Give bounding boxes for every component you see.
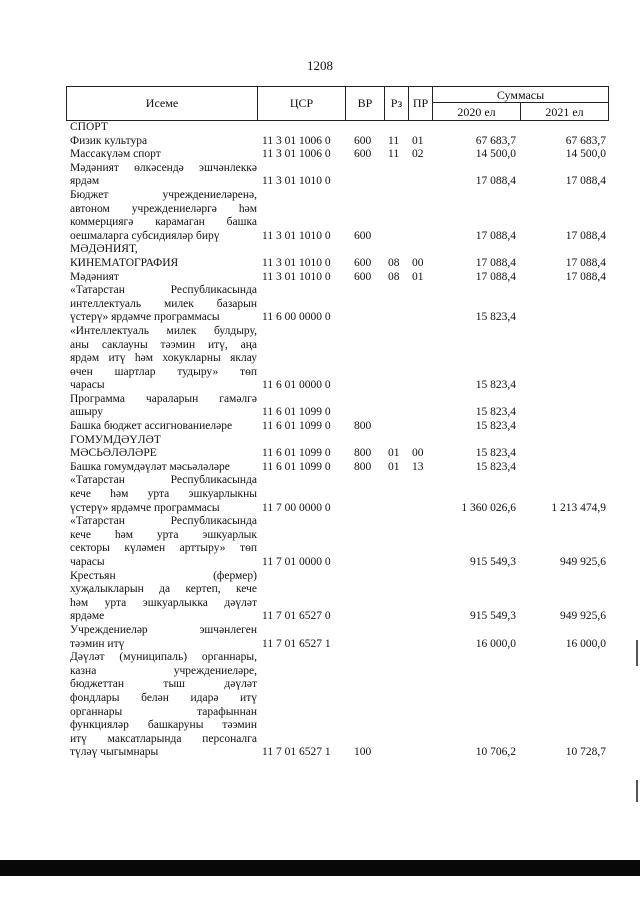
row-name-line: МӘДӘНИЯТ, (70, 243, 138, 256)
row-name-line: «Интеллектуаль милек булдыру, (70, 324, 257, 337)
row-name (66, 243, 257, 270)
row-value-2020: 67 683,7 (475, 134, 516, 147)
row-csr: 11 3 01 1010 0 (262, 256, 331, 269)
row-name-line: чарасы (70, 379, 105, 392)
scan-edge-mark (636, 780, 638, 802)
row-value-2020: 15 823,4 (475, 420, 516, 433)
row-value-2020: 15 823,4 (475, 379, 516, 392)
row-csr: 11 6 01 1099 0 (262, 420, 331, 433)
table-row (66, 651, 612, 760)
row-rz: 08 (388, 270, 400, 283)
row-rz: 01 (388, 460, 400, 473)
table-row (66, 271, 612, 285)
row-name (66, 148, 257, 162)
row-value-2020: 14 500,0 (475, 148, 516, 161)
row-vr: 600 (354, 256, 372, 269)
row-value-2021: 17 088,4 (565, 256, 606, 269)
row-name-line: Бюджет учреждениеләренә, (70, 188, 257, 201)
row-name-line: МӘСЬӘЛӘЛӘРЕ (70, 447, 157, 460)
row-value-2020: 17 088,4 (475, 229, 516, 242)
row-name-line: кече һәм урта эшкуарлык (70, 528, 257, 541)
row-name-line: ярдәме (70, 610, 105, 623)
row-name-line: үстерү» ярдәмче программасы (70, 311, 220, 324)
table-row (66, 148, 612, 162)
row-value-2020: 15 823,4 (475, 311, 516, 324)
row-name (66, 271, 257, 285)
row-value-2021: 67 683,7 (565, 134, 606, 147)
row-name-line: «Татарстан Республикасында (70, 515, 257, 528)
scan-border (0, 860, 640, 876)
table-row (66, 393, 612, 420)
scan-edge-mark (636, 640, 638, 666)
row-csr: 11 7 01 6527 1 (262, 637, 331, 650)
table-row (66, 515, 612, 569)
row-name-line: Башка бюджет ассигнованиеләре (70, 420, 233, 433)
header-vr: ВР (357, 96, 373, 110)
row-name-line: Башка гомумдәүләт мәсьәләләре (70, 460, 230, 473)
table-row (66, 624, 612, 651)
row-csr: 11 7 00 0000 0 (262, 501, 331, 514)
row-name-line: ГОМУМДӘҮЛӘТ (70, 433, 161, 446)
row-name-line: кече һәм урта эшкуарлыкны (70, 488, 257, 501)
row-name-line: СПОРТ (70, 121, 108, 133)
row-csr: 11 7 01 6527 0 (262, 610, 331, 623)
row-name-line: ярдәм итү һәм хокукларны яклау (70, 352, 257, 365)
table-row (66, 461, 612, 475)
row-name-line: Мәдәният өлкәсендә эшчәнлеккә (70, 161, 257, 174)
header-name-cell (67, 87, 258, 120)
row-name-line: тәэмин итү (70, 637, 125, 650)
row-name-line: Массакүләм спорт (70, 148, 161, 161)
row-name-line: «Татарстан Республикасында (70, 474, 257, 487)
row-value-2020: 15 823,4 (475, 406, 516, 419)
row-name (66, 393, 257, 420)
row-pr: 01 (412, 134, 424, 147)
row-name-line: КИНЕМАТОГРАФИЯ (70, 256, 179, 269)
row-value-2020: 10 706,2 (475, 746, 516, 759)
header-vr-cell (346, 87, 385, 120)
row-csr: 11 7 01 0000 0 (262, 556, 331, 568)
row-name-line: бюджеттан тыш дәүләт (70, 678, 257, 691)
row-value-2020: 1 360 026,6 (461, 501, 516, 514)
row-name-line: «Татарстан Республикасында (70, 284, 257, 297)
row-value-2020: 915 549,3 (470, 610, 516, 623)
row-value-2021: 949 925,6 (560, 610, 606, 623)
row-value-2020: 17 088,4 (475, 270, 516, 283)
row-value-2021: 17 088,4 (565, 175, 606, 188)
row-name (66, 570, 257, 624)
table-row (66, 474, 612, 515)
row-rz: 08 (388, 256, 400, 269)
table-header (66, 86, 609, 121)
table-row (66, 434, 612, 461)
row-value-2020: 15 823,4 (475, 447, 516, 460)
row-csr: 11 7 01 6527 1 (262, 746, 331, 759)
header-year2-cell (521, 103, 609, 120)
row-name-line: Физик культура (70, 134, 148, 147)
row-vr: 600 (354, 229, 372, 242)
row-name (66, 474, 257, 515)
row-vr: 800 (354, 460, 372, 473)
row-name-line: секторы күләмен арттыру» төп (70, 542, 257, 555)
row-name-line: итү максатларында персоналга (70, 732, 257, 745)
header-sums: Суммасы (496, 88, 545, 102)
page-number: 1208 (307, 58, 333, 73)
row-csr: 11 6 01 1099 0 (262, 447, 331, 460)
row-name-line: Крестьян (фермер) (70, 569, 257, 582)
row-name-line: автоном учреждениеләргә һәм (70, 202, 257, 215)
table-row (66, 420, 612, 434)
row-name-line: Мәдәният (70, 270, 119, 283)
row-name-line: өчен шартлар тудыру» төп (70, 365, 257, 378)
row-name-line: Учреждениеләр эшчәнлеген (70, 623, 257, 636)
row-name (66, 515, 257, 569)
row-value-2020: 915 549,3 (470, 556, 516, 568)
row-value-2020: 16 000,0 (475, 637, 516, 650)
header-sums-cell (433, 87, 609, 103)
row-vr: 600 (354, 148, 372, 161)
row-name-line: һәм урта эшкуарлыкка дәүләт (70, 596, 257, 609)
row-value-2021: 17 088,4 (565, 270, 606, 283)
row-value-2020: 15 823,4 (475, 460, 516, 473)
row-name-line: хуҗалыкларын да кертеп, кече (70, 583, 257, 596)
row-value-2021: 10 728,7 (565, 746, 606, 759)
row-name (66, 420, 257, 434)
header-pr-cell (409, 87, 433, 120)
header-csr-cell (258, 87, 346, 120)
row-name-line: коммерциягә карамаган башка (70, 216, 257, 229)
row-name-line: интеллектуаль милек базарын (70, 297, 257, 310)
header-year1: 2020 ел (457, 105, 496, 119)
row-vr: 800 (354, 420, 372, 433)
row-name-line: органнары тарафыннан (70, 705, 257, 718)
row-pr: 01 (412, 270, 424, 283)
row-name-line: оешмаларга субсидияләр бирү (70, 229, 220, 242)
row-name-line: аны саклауны тәэмин итү, аңа (70, 338, 257, 351)
row-name (66, 325, 257, 393)
table-body (66, 121, 612, 760)
header-name: Исеме (145, 96, 179, 110)
row-name (66, 189, 257, 243)
row-csr: 11 6 00 0000 0 (262, 311, 331, 324)
row-pr: 02 (412, 148, 424, 161)
row-name (66, 121, 257, 135)
table-row (66, 243, 612, 270)
header-rz-cell (385, 87, 409, 120)
row-vr: 100 (354, 746, 372, 759)
row-name-line: казна учреждениеләре, (70, 664, 257, 677)
row-name (66, 651, 257, 760)
table-row (66, 325, 612, 393)
row-name-line: ярдәм (70, 175, 100, 188)
row-vr: 600 (354, 270, 372, 283)
row-rz: 11 (388, 134, 400, 147)
row-csr: 11 3 01 1010 0 (262, 270, 331, 283)
row-value-2021: 16 000,0 (565, 637, 606, 650)
row-name-line: фондлары белән идарә итү (70, 691, 257, 704)
row-csr: 11 3 01 1006 0 (262, 148, 331, 161)
row-rz: 01 (388, 447, 400, 460)
row-csr: 11 3 01 1006 0 (262, 134, 331, 147)
row-name-line: чарасы (70, 556, 105, 568)
row-csr: 11 6 01 1099 0 (262, 460, 331, 473)
row-name (66, 162, 257, 189)
row-name-line: ашыру (70, 406, 104, 419)
row-value-2020: 17 088,4 (475, 175, 516, 188)
row-value-2020: 17 088,4 (475, 256, 516, 269)
row-name (66, 434, 257, 461)
row-name-line: үстерү» ярдәмче программасы (70, 501, 220, 514)
header-year1-cell (433, 103, 521, 120)
table-row (66, 135, 612, 149)
header-rz: Рз (390, 96, 403, 110)
row-pr: 13 (412, 460, 424, 473)
row-name (66, 461, 257, 475)
row-vr: 800 (354, 447, 372, 460)
row-value-2021: 17 088,4 (565, 229, 606, 242)
row-name (66, 284, 257, 325)
header-year2: 2021 ел (545, 105, 584, 119)
row-csr: 11 6 01 1099 0 (262, 406, 331, 419)
table-row (66, 189, 612, 243)
row-vr: 600 (354, 134, 372, 147)
row-pr: 00 (412, 256, 424, 269)
table-row (66, 121, 612, 135)
table-row (66, 284, 612, 325)
row-rz: 11 (388, 148, 400, 161)
table-row (66, 162, 612, 189)
row-name-line: түләү чыгымнары (70, 746, 159, 759)
row-value-2021: 949 925,6 (560, 556, 606, 568)
row-csr: 11 3 01 1010 0 (262, 175, 331, 188)
row-name (66, 135, 257, 149)
header-csr: ЦСР (289, 96, 314, 110)
row-name-line: Дәүләт (муниципаль) органнары, (70, 651, 257, 664)
header-pr: ПР (412, 96, 429, 110)
row-csr: 11 6 01 0000 0 (262, 379, 331, 392)
row-name (66, 624, 257, 651)
row-name-line: Программа чараларын гамәлгә (70, 392, 257, 405)
row-csr: 11 3 01 1010 0 (262, 229, 331, 242)
row-name-line: функцияләр башкаруны тәэмин (70, 719, 257, 732)
row-value-2021: 1 213 474,9 (551, 501, 606, 514)
table-row (66, 570, 612, 624)
row-value-2021: 14 500,0 (565, 148, 606, 161)
row-pr: 00 (412, 447, 424, 460)
